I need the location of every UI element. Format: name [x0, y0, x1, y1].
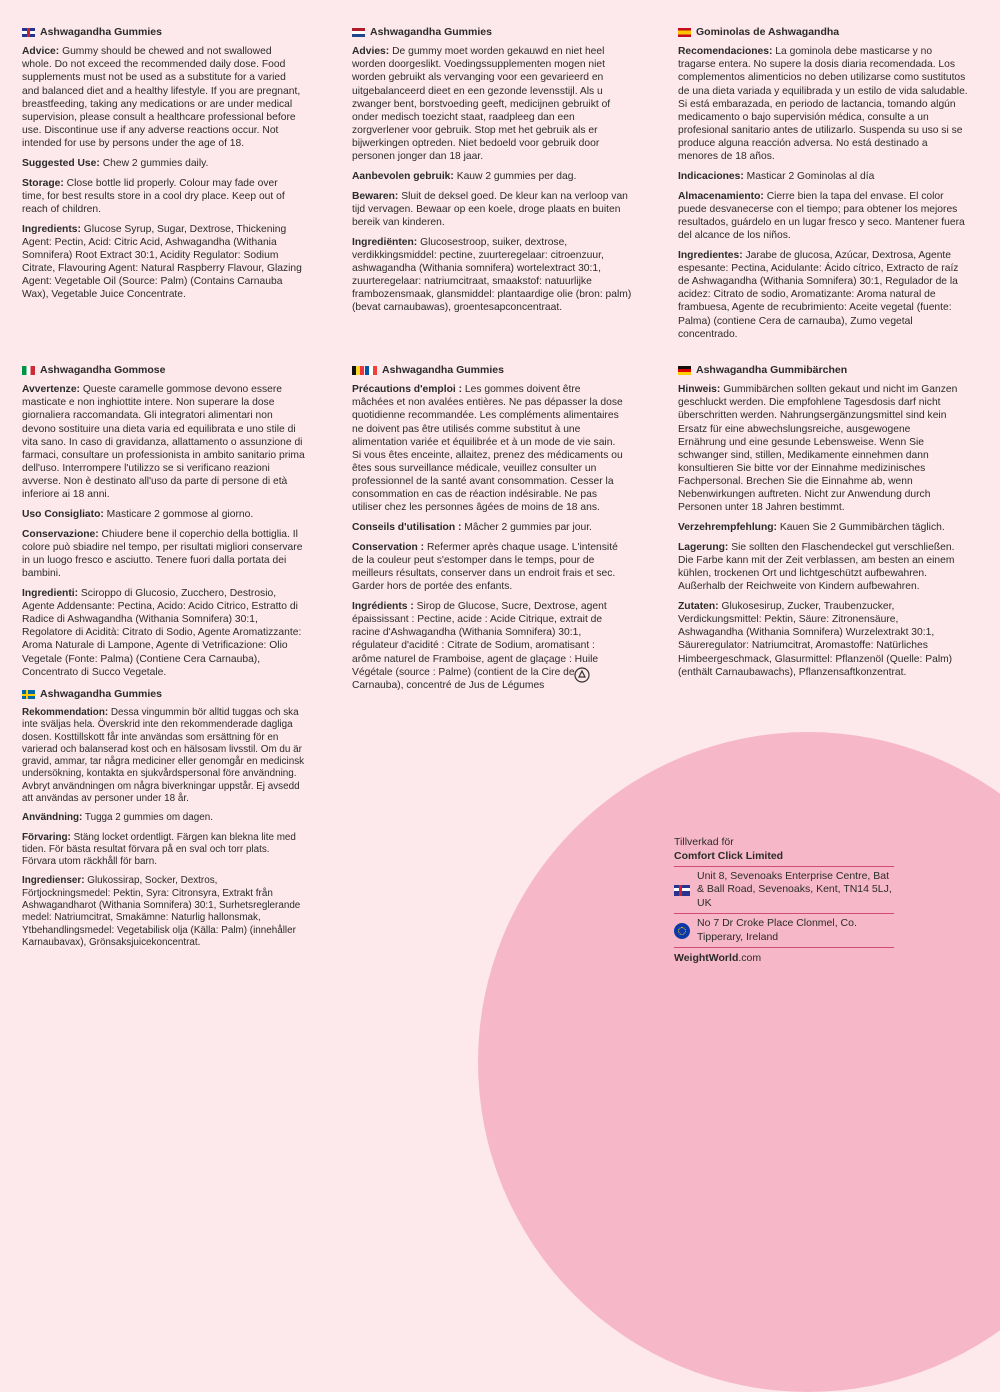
advice-label: Hinweis: — [678, 384, 721, 396]
advice-paragraph — [678, 383, 960, 514]
use-label: Indicaciones: — [678, 170, 744, 182]
panel-title — [22, 364, 306, 377]
ingredients-text: Glucose Syrup, Sugar, Dextrose, Thickening Agent: Pectin, Acid: Citric Acid, Ashwagandha (Withania Somnifera) Root Extract 30:1, Acidity Regulator: Sodium Citrate, Flavouring Agent: Natural Raspberry Flavour, Glazing Agent: Vegetable Oil (Source: Palm) (Contains Carnauba Wax), Vegetable Juice Concentrate. — [22, 224, 302, 301]
storage-paragraph — [678, 541, 960, 593]
advice-text: Gummibärchen sollten gekaut und nicht im Ganzen geschluckt werden. Die empfohlene Tagesdosis darf nicht überschritten werden. Nahrungsergänzungsmittel sind kein Ersatz für eine abwechslungsreiche, ausgewogene Ernährung und eine gesunde Lebensweise. Wenn Sie schwanger sind, stillen, Medikamente einnehmen dann konsultieren Sie bitte vor der Einnahme medizinisches Fachpersonal. Brechen Sie die Einnahme ab, wenn Nebenwirkungen auftreten. Nicht zur Anwendung durch Personen unter 18 Jahren bestimmt. — [678, 384, 958, 513]
ingredients-label: Ingredienser: — [22, 875, 85, 887]
storage-text: Cierre bien la tapa del envase. El color puede desvanecerse con el tiempo; para obtener los mejores resultados, guárdelo en un lugar fresco y seco. Mantener fuera del alcance de los niños. — [678, 190, 965, 242]
advice-paragraph — [22, 383, 306, 501]
flag-be-icon — [352, 366, 364, 375]
use-text: Masticare 2 gommose al giorno. — [103, 508, 254, 520]
panel-title — [352, 26, 634, 39]
ingredients-text: Jarabe de glucosa, Azúcar, Dextrosa, Agente espesante: Pectina, Acidulante: Ácido cítrico, Extracto de raíz de Ashwagandha (Withania Somnifera) 30:1, Regulador de la acidez: Citrato de sodio, Aromatizante: Aroma natural de frambuesa, Agente de recubrimiento: Aceite vegetal (fuente: Palma) (contiene Cera de carnauba), Zumo vegetal concentrado. — [678, 250, 959, 340]
advice-label: Advice: — [22, 46, 60, 58]
brand-domain: .com — [738, 952, 762, 965]
use-text: Masticar 2 Gominolas al día — [743, 170, 875, 182]
storage-paragraph — [22, 832, 306, 869]
storage-paragraph — [22, 528, 306, 580]
panel-swedish — [22, 688, 306, 956]
flag-se-icon — [22, 690, 35, 699]
ie-address: No 7 Dr Croke Place Clonmel, Co. Tipperary, Ireland — [697, 917, 857, 943]
storage-label: Storage: — [22, 177, 64, 189]
ingredients-text: Glukossirap, Socker, Dextros, Förtjockningsmedel: Pektin, Syra: Citronsyra, Extrakt från Ashwagandharot (Withania Somnifera) 30:1, Surhetsreglerande medel: Natriumcitrat, Smakämne: Naturlig hallonsmak, Ytbehandlingsmedel: Vegetabilisk olja (Källa: Palm) (innehåller Karnaubavax), Grönsaksjuicekoncentrat. — [22, 875, 301, 948]
advice-paragraph — [678, 45, 968, 163]
use-label: Användning: — [22, 812, 83, 824]
panel-dutch — [352, 26, 634, 322]
company-name: Comfort Click Limited — [674, 850, 784, 863]
title-text: Ashwagandha Gummies — [40, 688, 162, 700]
ingredients-label: Ingredientes: — [678, 250, 743, 262]
advice-paragraph — [352, 383, 624, 514]
flag-eu-icon — [674, 923, 690, 939]
ingredients-paragraph — [22, 587, 306, 678]
title-text: Ashwagandha Gummies — [382, 364, 504, 376]
advice-label: Advies: — [352, 46, 390, 58]
advice-text: La gominola debe masticarse y no tragarse entera. No supere la dosis diaria recomendada. Los complementos alimenticios no deben utilizarse como sustitutos de una dieta variada y equilibrada y un estilo de vida saludable. Si está embarazada, en periodo de lactancia, tomando algún medicamento o bajo supervisión médica, consulte a un profesional sanitario antes de utilizarlo. Suspenda su uso si se produce alguna reacción adversa. No está destinado a menores de 18 años. — [678, 46, 968, 162]
flag-es-icon — [678, 28, 691, 37]
use-text: Mâcher 2 gummies par jour. — [461, 521, 592, 533]
manufacturer-block — [674, 836, 894, 966]
use-paragraph — [352, 521, 624, 534]
advice-text: Dessa vingummin bör alltid tuggas och ska inte sväljas hela. Överskrid inte den rekommenderade dagliga dosen. Kosttillskott får inte användas som ersättning för en varierad och balanserad kost och en hälsosam livsstil. Om du är gravid, ammar, tar några mediciner eller genomgår en medicinsk undersökning, kontakta en sjukvårdspersonal före användning. Avbryt användningen om några biverkningar uppstår. Ej avsedd att användas av personer under 18 år. — [22, 707, 305, 804]
advice-label: Avvertenze: — [22, 384, 80, 396]
advice-label: Précautions d'emploi : — [352, 384, 463, 396]
ingredients-label: Zutaten: — [678, 601, 719, 613]
ingredients-text: Sirop de Glucose, Sucre, Dextrose, agent épaississant : Pectine, acide : Acide Citrique, extrait de racine d'Ashwagandha (Withania Somnifera) 30:1, régulateur d'acidité : Citrate de Sodium, aromatisant : arôme naturel de Framboise, agent de glaçage : Huile Végétale (source : Palme) (contient de la Cire de Carnauba), concentré de Jus de Légumes — [352, 601, 607, 691]
storage-label: Conservation : — [352, 542, 425, 554]
recycle-icon — [574, 667, 590, 683]
use-paragraph — [22, 157, 302, 170]
ingredients-paragraph — [352, 236, 634, 314]
storage-label: Almacenamiento: — [678, 190, 764, 202]
panel-italian — [22, 364, 306, 686]
title-text: Ashwagandha Gummies — [370, 26, 492, 38]
use-label: Aanbevolen gebruik: — [352, 170, 454, 182]
panel-german — [678, 364, 960, 686]
use-label: Conseils d'utilisation : — [352, 521, 462, 533]
use-paragraph — [352, 170, 634, 183]
storage-text: Close bottle lid properly. Colour may fade over time, for best results store in a cool dry place. Keep out of reach of children. — [22, 177, 285, 216]
storage-label: Lagerung: — [678, 542, 729, 554]
storage-text: Stäng locket ordentligt. Färgen kan blekna lite med tiden. För bästa resultat förvara på en sval och torr plats. Förvara utom räckhåll för barn. — [22, 831, 296, 868]
storage-text: Refermer après chaque usage. L'intensité de la couleur peut s'estomper dans le temps, pour de meilleurs résultats, conserver dans un endroit frais et sec. Garder hors de portée des enfants. — [352, 542, 618, 593]
ingredients-label: Ingrédients : — [352, 601, 414, 613]
ingredients-paragraph — [22, 223, 302, 301]
ingredients-paragraph — [678, 600, 960, 678]
storage-label: Bewaren: — [352, 190, 399, 202]
use-text: Tugga 2 gummies om dagen. — [82, 812, 213, 824]
flag-uk-icon — [674, 885, 690, 896]
brand-name — [674, 947, 894, 965]
title-text: Gominolas de Ashwagandha — [696, 26, 840, 38]
advice-paragraph — [22, 707, 306, 805]
use-paragraph — [22, 508, 306, 521]
use-label: Suggested Use: — [22, 157, 100, 169]
use-label: Verzehrempfehlung: — [678, 521, 777, 533]
title-text: Ashwagandha Gummibärchen — [696, 364, 848, 376]
ingredients-paragraph — [678, 249, 968, 340]
storage-text: Chiudere bene il coperchio della bottiglia. Il colore può sbiadire nel tempo, per risultati migliori conservare in un luogo fresco e asciutto. Tenere fuori dalla portata dei bambini. — [22, 528, 303, 580]
flag-fr-icon — [365, 366, 377, 375]
panel-french — [352, 364, 624, 699]
panel-spanish — [678, 26, 968, 348]
panel-title — [22, 688, 306, 701]
ie-address-row — [674, 913, 894, 947]
storage-text: Sie sollten den Flaschendeckel gut verschließen. Die Farbe kann mit der Zeit verblassen, am besten an einem kühlen, trockenen Ort und lichtgeschützt aufbewahren. Außerhalb der Reichweite von Kindern aufbewahren. — [678, 542, 955, 593]
advice-label: Rekommendation: — [22, 707, 109, 719]
ingredients-text: Sciroppo di Glucosio, Zucchero, Destrosio, Agente Addensante: Pectina, Acido: Acido Citrico, Estratto di Radice di Ashwagandha (Withania Somnifera) 30:1, Regolatore di Acidità: Citrato di Sodio, Agente Aromatizzante: Aroma Naturale di Lampone, Agente di Vetrificazione: Olio Vegetale (Fonte: Palma) (Contiene Cera Carnauba), Concentrato di Succo Vegetale. — [22, 588, 302, 678]
uk-address-row — [674, 866, 894, 913]
flag-it-icon — [22, 366, 35, 375]
flag-de-icon — [678, 366, 691, 375]
advice-text: De gummy moet worden gekauwd en niet heel worden doorgeslikt. Voedingssupplementen mogen niet worden gebruikt als vervanging voor een gevarieerd en uitgebalanceerd dieet en een gezonde levensstijl. Als u zwanger bent, borstvoeding geeft, medicijnen gebruikt of onder medisch toezicht staat, raadpleeg dan een zorgverlener voor gebruik. Stop met het gebruik als er bijwerkingen optreden. Niet bedoeld voor gebruik door personen jonger dan 18 jaar. — [352, 46, 611, 162]
advice-text: Queste caramelle gommose devono essere masticate e non inghiottite intere. Non superare la dose giornaliera raccomandata. Gli integratori alimentari non devono sostituire una dieta varia ed equilibrata e uno stile di vita sano. In caso di gravidanza, allattamento o assunzione di farmaci, consultare un professionista in ambito sanitario prima dell'uso. Interrompere l'utilizzo se si verificano reazioni avverse. Non è destinato all'uso da parte di persone di età inferiore ai 18 anni. — [22, 384, 305, 500]
advice-paragraph — [352, 45, 634, 163]
ingredients-paragraph — [22, 875, 306, 949]
panel-title — [352, 364, 624, 377]
ingredients-label: Ingredienti: — [22, 588, 79, 600]
title-text: Ashwagandha Gommose — [40, 364, 166, 376]
use-paragraph — [678, 521, 960, 534]
ingredients-label: Ingredients: — [22, 224, 81, 236]
flag-nl-icon — [352, 28, 365, 37]
storage-paragraph — [352, 541, 624, 593]
advice-text: Gummy should be chewed and not swallowed whole. Do not exceed the recommended daily dose. Food supplements must not be used as a substitute for a varied and balanced diet and a healthy lifestyle. If you are pregnant, breastfeeding, taking any medications or are under medical supervision, please consult a healthcare professional before use. Discontinue use if any adverse reactions occur. Not intended for use by persons under the age of 18. — [22, 46, 301, 149]
use-label: Uso Consigliato: — [22, 508, 104, 520]
use-paragraph — [22, 812, 306, 824]
flag-uk-icon — [22, 28, 35, 37]
panel-english — [22, 26, 302, 308]
panel-title — [22, 26, 302, 39]
use-text: Kauen Sie 2 Gummibärchen täglich. — [776, 521, 945, 533]
advice-paragraph — [22, 45, 302, 150]
ingredients-label: Ingrediënten: — [352, 237, 418, 249]
storage-text: Sluit de deksel goed. De kleur kan na verloop van tijd vervagen. Bewaar op een koele, droge plaats en buiten bereik van kinderen. — [352, 190, 628, 229]
use-text: Kauw 2 gummies per dag. — [453, 170, 577, 182]
panel-title — [678, 364, 960, 377]
advice-text: Les gommes doivent être mâchées et non avalées entières. Ne pas dépasser la dose quotidienne recommandée. Les compléments alimentaires ne doivent pas être utilisés comme substitut à une alimentation variée et équilibrée et à un mode de vie sain. Si vous êtes enceinte, allaitez, prenez des médicaments ou êtes sous surveillance médicale, veuillez consulter un professionnel de la santé avant consommation. Cesser la consommation en cas de réaction indésirable. Ne pas utiliser chez les personnes âgées de moins de 18 ans. — [352, 384, 623, 513]
brand-main: WeightWorld — [674, 952, 739, 965]
use-paragraph — [678, 170, 968, 183]
storage-paragraph — [678, 190, 968, 242]
decorative-pink-circle — [478, 732, 1000, 1392]
use-text: Chew 2 gummies daily. — [99, 157, 209, 169]
storage-paragraph — [22, 177, 302, 216]
storage-paragraph — [352, 190, 634, 229]
panel-title — [678, 26, 968, 39]
title-text: Ashwagandha Gummies — [40, 26, 162, 38]
manufacturer-label: Tillverkad för — [674, 836, 734, 848]
storage-label: Conservazione: — [22, 528, 99, 540]
ingredients-text: Glukosesirup, Zucker, Traubenzucker, Verdickungsmittel: Pektin, Säure: Zitronensäure, Ashwagandha (Withania Somnifera) Wurzelextrakt 30:1, Säureregulator: Natriumcitrat, Aromastoffe: Natürliches Himbeergeschmack, Glasurmittel: Pflanzenöl (Quelle: Palm) (enthält Carnaubawachs), Pflanzensaftkonzentrat. — [678, 601, 953, 678]
storage-label: Förvaring: — [22, 831, 71, 843]
advice-label: Recomendaciones: — [678, 46, 773, 58]
uk-address: Unit 8, Sevenoaks Enterprise Centre, Bat & Ball Road, Sevenoaks, Kent, TN14 5LJ, UK — [697, 869, 892, 909]
ingredients-text: Glucosestroop, suiker, dextrose, verdikkingsmiddel: pectine, zuurteregelaar: citroenzuur, ashwagandha (Withania somnifera) wortelextract 30:1, zuurteregelaar: natriumcitraat, smaakstof: natuurlijke frambozensmaak, glansmiddel: plantaardige olie (bron: palm) (bevat carnaubawas), groentesapconcentraat. — [352, 237, 632, 314]
